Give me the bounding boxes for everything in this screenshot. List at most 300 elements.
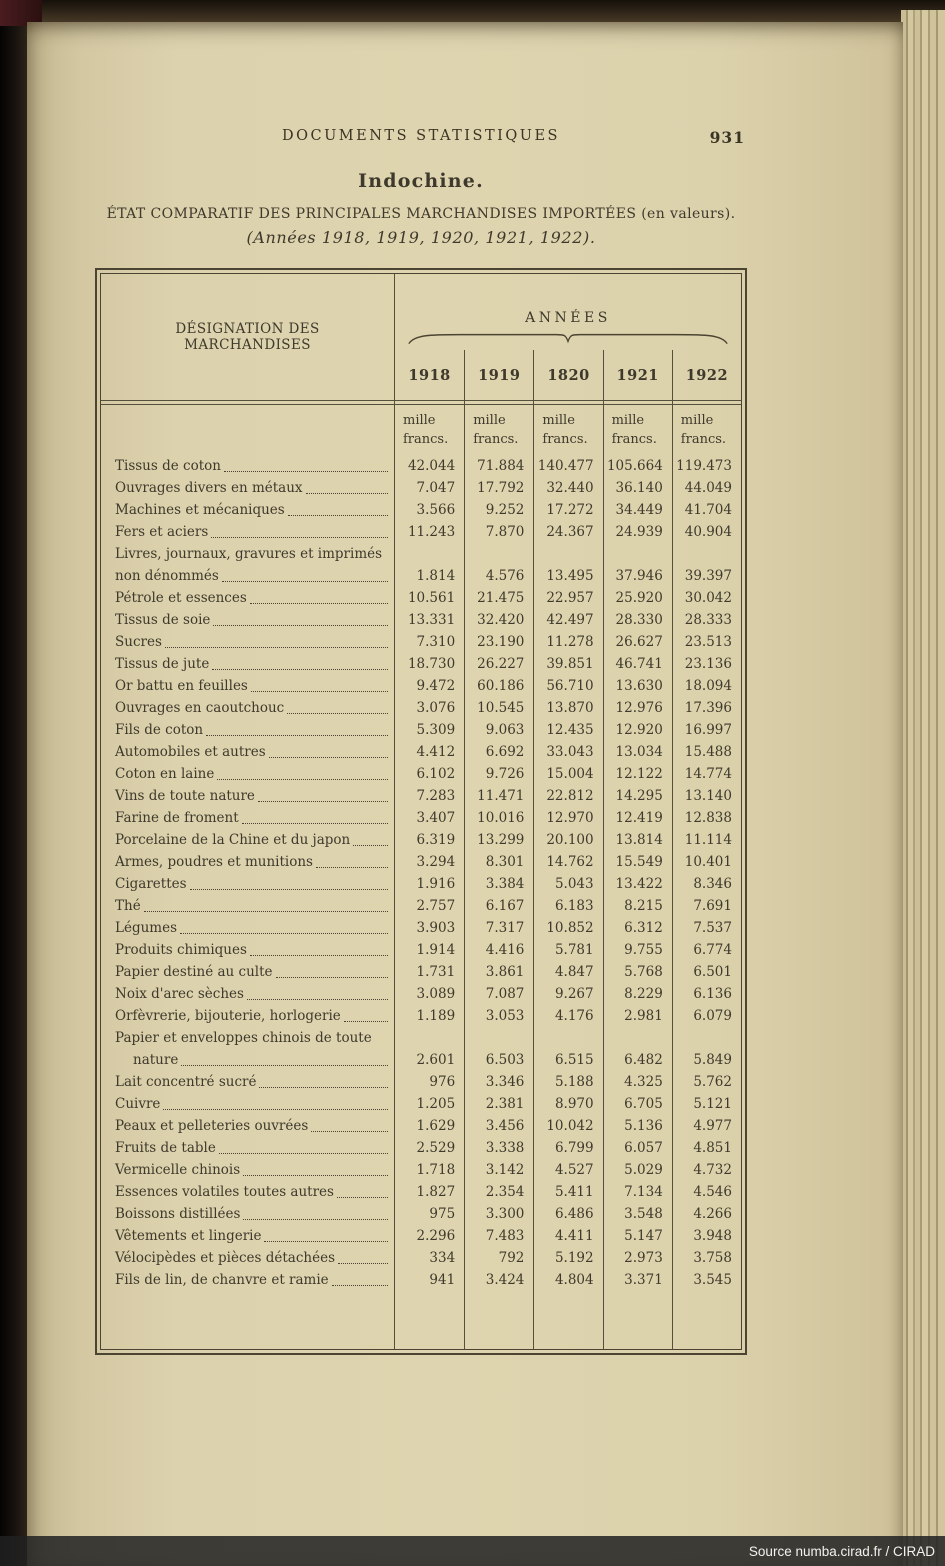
value-cell-1919: 3.861	[464, 961, 533, 983]
table-row	[101, 807, 741, 829]
table-row	[101, 1071, 741, 1093]
value-cell-1922: 4.266	[672, 1203, 741, 1225]
value-cell-1918: 6.102	[416, 766, 456, 782]
book-binding	[0, 0, 27, 1566]
value-cell-1918: 7.283	[416, 788, 456, 804]
value-cell-1920: 14.762	[533, 851, 602, 873]
dot-leader	[144, 895, 388, 912]
table-row	[101, 1225, 741, 1247]
designation-cell	[101, 477, 395, 499]
value-cell-1919: 11.471	[464, 785, 533, 807]
dot-leader	[259, 1071, 388, 1088]
value-cell-1920: 6.799	[533, 1137, 602, 1159]
table-row	[101, 1269, 741, 1291]
value-cell-1918: 1.629	[416, 1118, 456, 1134]
table-row	[101, 1115, 741, 1137]
dot-leader	[212, 653, 388, 670]
value-cell-1921: 12.122	[603, 763, 672, 785]
dot-leader	[243, 1159, 388, 1176]
value-cell-1920: 10.042	[533, 1115, 602, 1137]
value-cell-1918: 3.407	[416, 810, 456, 826]
value-cell-1922: 7.691	[672, 895, 741, 917]
value-cell-1922: 28.333	[672, 609, 741, 631]
value-cell-1922: 6.774	[672, 939, 741, 961]
value-cell-1920: 17.272	[533, 499, 602, 521]
table-row	[101, 1203, 741, 1225]
value-cell-1919: 3.456	[464, 1115, 533, 1137]
designation-label: Fils de coton	[115, 722, 204, 738]
value-cell-1921: 8.229	[603, 983, 672, 1005]
value-cell-1922: 3.948	[672, 1225, 741, 1247]
value-cell-1919: 7.317	[464, 917, 533, 939]
dot-leader	[316, 851, 388, 868]
value-cell-1920: 12.970	[533, 807, 602, 829]
designation-label: Tissus de coton	[115, 458, 221, 474]
value-cell-1919: 32.420	[464, 609, 533, 631]
value-cell-1919: 4.416	[464, 939, 533, 961]
value-cell-1920: 6.486	[533, 1203, 602, 1225]
value-cell-1919: 2.381	[464, 1093, 533, 1115]
dot-leader	[224, 455, 388, 472]
value-cell-1920: 6.183	[533, 895, 602, 917]
value-cell-1919: 3.338	[464, 1137, 533, 1159]
value-cell-1922: 44.049	[672, 477, 741, 499]
value-cell-1921: 13.814	[603, 829, 672, 851]
table-row	[101, 631, 741, 653]
designation-cell	[101, 961, 395, 983]
value-cell-1922: 10.401	[672, 851, 741, 873]
designation-cell	[101, 1115, 395, 1137]
value-cell-1920: 5.192	[533, 1247, 602, 1269]
value-cell-1921: 12.976	[603, 697, 672, 719]
value-cell-1921: 13.422	[603, 873, 672, 895]
value-cell-1922: 6.501	[672, 961, 741, 983]
designation-label: Tissus de jute	[115, 656, 210, 672]
value-cell-1919: 2.354	[464, 1181, 533, 1203]
designation-header: DÉSIGNATION DES MARCHANDISES	[101, 274, 395, 400]
designation-label: Boissons distillées	[115, 1206, 241, 1222]
value-cell-1921: 15.549	[603, 851, 672, 873]
table-bottom-filler	[101, 1291, 741, 1349]
value-cell-1922: 4.732	[672, 1159, 741, 1181]
table-row	[101, 763, 741, 785]
table-row	[101, 477, 741, 499]
value-cell-1922: 4.546	[672, 1181, 741, 1203]
unit-cell: mille francs.	[464, 405, 533, 455]
designation-label: Peaux et pelleteries ouvrées	[115, 1118, 309, 1134]
designation-cell	[101, 785, 395, 807]
table-row	[101, 1005, 741, 1027]
value-cell-1922: 5.762	[672, 1071, 741, 1093]
value-cell-1922: 23.513	[672, 631, 741, 653]
value-cell-1922: 23.136	[672, 653, 741, 675]
table-row	[101, 961, 741, 983]
value-cell-1919: 9.726	[464, 763, 533, 785]
value-cell-1921: 6.482	[603, 1027, 672, 1071]
designation-label: Coton en laine	[115, 766, 215, 782]
value-cell-1919: 23.190	[464, 631, 533, 653]
value-cell-1918: 3.294	[416, 854, 456, 870]
dot-leader	[258, 785, 388, 802]
designation-label: Fruits de table	[115, 1140, 216, 1156]
designation-label: Farine de froment	[115, 810, 239, 826]
designation-cell	[101, 1203, 395, 1225]
designation-cell	[101, 829, 395, 851]
year-column-1922: 1922	[672, 350, 741, 400]
designation-label: Ouvrages en caoutchouc	[115, 700, 285, 716]
designation-cell	[101, 455, 395, 477]
value-cell-1918: 3.089	[416, 986, 456, 1002]
value-cell-1922: 40.904	[672, 521, 741, 543]
table-row	[101, 697, 741, 719]
designation-label: Or battu en feuilles	[115, 678, 248, 694]
designation-cell	[101, 697, 395, 719]
value-cell-1920: 11.278	[533, 631, 602, 653]
value-cell-1921: 6.057	[603, 1137, 672, 1159]
value-cell-1918: 3.903	[416, 920, 456, 936]
value-cell-1921: 36.140	[603, 477, 672, 499]
designation-cell	[101, 851, 395, 873]
designation-label: Porcelaine de la Chine et du japon	[115, 832, 351, 848]
value-cell-1922: 39.397	[672, 543, 741, 587]
table-row	[101, 983, 741, 1005]
table-row	[101, 1159, 741, 1181]
value-cell-1920: 22.812	[533, 785, 602, 807]
value-cell-1919: 21.475	[464, 587, 533, 609]
value-cell-1921: 2.981	[603, 1005, 672, 1027]
dot-leader	[219, 1137, 388, 1154]
designation-cell	[101, 741, 395, 763]
dot-leader	[344, 1005, 388, 1022]
value-cell-1920: 4.176	[533, 1005, 602, 1027]
years-header: ANNÉES	[525, 310, 611, 326]
value-cell-1920: 9.267	[533, 983, 602, 1005]
table-row	[101, 543, 741, 587]
dot-leader	[165, 631, 388, 648]
value-cell-1920: 8.970	[533, 1093, 602, 1115]
value-cell-1918: 3.566	[416, 502, 456, 518]
value-cell-1918: 9.472	[416, 678, 456, 694]
dot-leader	[242, 807, 388, 824]
value-cell-1918: 2.601	[416, 1052, 456, 1068]
designation-cell	[101, 1225, 395, 1247]
table-row	[101, 1247, 741, 1269]
value-cell-1919: 9.063	[464, 719, 533, 741]
designation-cell	[101, 521, 395, 543]
designation-cell	[101, 807, 395, 829]
dot-leader	[163, 1093, 388, 1110]
dot-leader	[332, 1269, 388, 1286]
value-cell-1918: 941	[429, 1272, 456, 1288]
value-cell-1919: 8.301	[464, 851, 533, 873]
dot-leader	[180, 917, 388, 934]
value-cell-1920: 6.515	[533, 1027, 602, 1071]
value-cell-1922: 3.545	[672, 1269, 741, 1291]
value-cell-1919: 3.053	[464, 1005, 533, 1027]
value-cell-1920: 22.957	[533, 587, 602, 609]
value-cell-1920: 13.870	[533, 697, 602, 719]
designation-label: Papier destiné au culte	[115, 964, 273, 980]
designation-label: Pétrole et essences	[115, 590, 247, 606]
value-cell-1921: 25.920	[603, 587, 672, 609]
dot-leader	[264, 1225, 388, 1242]
value-cell-1922: 5.121	[672, 1093, 741, 1115]
table-row	[101, 653, 741, 675]
value-cell-1920: 24.367	[533, 521, 602, 543]
value-cell-1920: 15.004	[533, 763, 602, 785]
designation-cell	[101, 939, 395, 961]
year-column-1918: 1918	[408, 366, 451, 384]
value-cell-1921: 13.630	[603, 675, 672, 697]
dot-leader	[250, 939, 388, 956]
designation-label: Fils de lin, de chanvre et ramie	[115, 1272, 329, 1288]
value-cell-1919: 7.483	[464, 1225, 533, 1247]
value-cell-1919: 6.692	[464, 741, 533, 763]
value-cell-1919: 792	[464, 1247, 533, 1269]
designation-label: Vermicelle chinois	[115, 1162, 241, 1178]
value-cell-1921: 12.419	[603, 807, 672, 829]
value-cell-1922: 6.079	[672, 1005, 741, 1027]
value-cell-1920: 4.847	[533, 961, 602, 983]
value-cell-1922: 14.774	[672, 763, 741, 785]
value-cell-1921: 6.705	[603, 1093, 672, 1115]
value-cell-1919: 3.384	[464, 873, 533, 895]
table-row	[101, 499, 741, 521]
designation-label: Ouvrages divers en métaux	[115, 480, 303, 496]
value-cell-1918: 1.731	[416, 964, 456, 980]
value-cell-1919: 71.884	[464, 455, 533, 477]
dot-leader	[337, 1181, 388, 1198]
value-cell-1920: 42.497	[533, 609, 602, 631]
dot-leader	[213, 609, 388, 626]
value-cell-1919: 13.299	[464, 829, 533, 851]
brace-icon	[405, 330, 731, 346]
value-cell-1920: 10.852	[533, 917, 602, 939]
designation-label: Papier et enveloppes chinois de toute	[115, 1030, 372, 1046]
value-cell-1922: 119.473	[672, 455, 741, 477]
designation-label: Tissus de soie	[115, 612, 211, 628]
page-stack-edge	[901, 10, 945, 1566]
value-cell-1921: 2.973	[603, 1247, 672, 1269]
dot-leader	[276, 961, 388, 978]
value-cell-1921: 9.755	[603, 939, 672, 961]
value-cell-1918: 975	[429, 1206, 456, 1222]
dot-leader	[311, 1115, 388, 1132]
value-cell-1921: 5.768	[603, 961, 672, 983]
dot-leader	[211, 521, 388, 538]
value-cell-1919: 6.167	[464, 895, 533, 917]
table-row	[101, 1093, 741, 1115]
designation-cell	[101, 675, 395, 697]
table-row	[101, 587, 741, 609]
designation-label: Cuivre	[115, 1096, 161, 1112]
value-cell-1920: 56.710	[533, 675, 602, 697]
year-column-1921: 1921	[603, 350, 672, 400]
value-cell-1920: 5.043	[533, 873, 602, 895]
value-cell-1918: 42.044	[407, 458, 456, 474]
document-subtitle-years: (Années 1918, 1919, 1920, 1921, 1922).	[246, 228, 596, 247]
value-cell-1918: 6.319	[416, 832, 456, 848]
table-row	[101, 829, 741, 851]
table-row	[101, 851, 741, 873]
designation-label: Armes, poudres et munitions	[115, 854, 313, 870]
designation-cell	[101, 983, 395, 1005]
table-row	[101, 1137, 741, 1159]
value-cell-1918: 334	[429, 1250, 456, 1266]
value-cell-1922: 3.758	[672, 1247, 741, 1269]
designation-cell	[101, 1181, 395, 1203]
value-cell-1918: 10.561	[407, 590, 456, 606]
table-row	[101, 873, 741, 895]
value-cell-1918: 1.914	[416, 942, 456, 958]
value-cell-1921: 5.136	[603, 1115, 672, 1137]
dot-leader	[306, 477, 388, 494]
value-cell-1920: 5.411	[533, 1181, 602, 1203]
designation-cell	[101, 895, 395, 917]
table-row	[101, 675, 741, 697]
designation-label: Vélocipèdes et pièces détachées	[115, 1250, 335, 1266]
value-cell-1922: 8.346	[672, 873, 741, 895]
value-cell-1921: 37.946	[603, 543, 672, 587]
value-cell-1921: 3.371	[603, 1269, 672, 1291]
value-cell-1920: 4.804	[533, 1269, 602, 1291]
dot-leader	[251, 675, 388, 692]
value-cell-1918: 1.189	[416, 1008, 456, 1024]
value-cell-1922: 30.042	[672, 587, 741, 609]
value-cell-1921: 46.741	[603, 653, 672, 675]
designation-label: Sucres	[115, 634, 162, 650]
value-cell-1918: 1.827	[416, 1184, 456, 1200]
value-cell-1921: 14.295	[603, 785, 672, 807]
table-row	[101, 785, 741, 807]
value-cell-1919: 3.424	[464, 1269, 533, 1291]
page-number: 931	[709, 128, 745, 147]
table-row	[101, 917, 741, 939]
value-cell-1918: 2.757	[416, 898, 456, 914]
scanned-page	[27, 22, 903, 1566]
designation-cell	[101, 543, 395, 587]
value-cell-1920: 33.043	[533, 741, 602, 763]
value-cell-1922: 12.838	[672, 807, 741, 829]
statistics-table	[95, 268, 747, 1355]
dot-leader	[217, 763, 388, 780]
table-row	[101, 609, 741, 631]
designation-label: Orfèvrerie, bijouterie, horlogerie	[115, 1008, 341, 1024]
designation-cell	[101, 719, 395, 741]
value-cell-1920: 12.435	[533, 719, 602, 741]
designation-cell	[101, 631, 395, 653]
designation-label: Légumes	[115, 920, 178, 936]
dot-leader	[338, 1247, 388, 1264]
units-row	[101, 405, 741, 455]
value-cell-1921: 4.325	[603, 1071, 672, 1093]
table-row	[101, 1027, 741, 1071]
brace-rule	[395, 328, 741, 350]
value-cell-1922: 11.114	[672, 829, 741, 851]
value-cell-1918: 2.529	[416, 1140, 456, 1156]
value-cell-1921: 3.548	[603, 1203, 672, 1225]
value-cell-1921: 7.134	[603, 1181, 672, 1203]
value-cell-1918: 1.814	[416, 568, 456, 584]
value-cell-1922: 5.849	[672, 1027, 741, 1071]
dot-leader	[287, 697, 388, 714]
dot-leader	[269, 741, 388, 758]
unit-cell: mille francs.	[603, 405, 672, 455]
value-cell-1918: 1.916	[416, 876, 456, 892]
value-cell-1919: 7.870	[464, 521, 533, 543]
value-cell-1921: 8.215	[603, 895, 672, 917]
value-cell-1918: 976	[429, 1074, 456, 1090]
value-cell-1922: 18.094	[672, 675, 741, 697]
value-cell-1919: 7.087	[464, 983, 533, 1005]
value-cell-1919: 60.186	[464, 675, 533, 697]
value-cell-1920: 5.781	[533, 939, 602, 961]
year-column-1919: 1919	[464, 350, 533, 400]
page-content	[95, 22, 747, 1355]
statistics-table-inner	[100, 273, 742, 1350]
value-cell-1919: 3.300	[464, 1203, 533, 1225]
designation-cell	[101, 917, 395, 939]
value-cell-1919: 4.576	[464, 543, 533, 587]
table-row	[101, 895, 741, 917]
value-cell-1919: 3.142	[464, 1159, 533, 1181]
designation-label: Essences volatiles toutes autres	[115, 1184, 334, 1200]
dot-leader	[206, 719, 388, 736]
source-attribution-bar	[0, 1536, 945, 1566]
designation-label: Automobiles et autres	[115, 744, 266, 760]
value-cell-1922: 16.997	[672, 719, 741, 741]
value-cell-1922: 41.704	[672, 499, 741, 521]
designation-label: Thé	[115, 898, 141, 914]
value-cell-1918: 13.331	[407, 612, 456, 628]
dot-leader	[190, 873, 388, 890]
units-designation-spacer	[101, 405, 395, 455]
designation-cell	[101, 1005, 395, 1027]
value-cell-1922: 4.977	[672, 1115, 741, 1137]
value-cell-1918: 5.309	[416, 722, 456, 738]
table-row	[101, 455, 741, 477]
running-head-title: DOCUMENTS STATISTIQUES	[281, 128, 560, 144]
table-row	[101, 719, 741, 741]
table-row	[101, 521, 741, 543]
value-cell-1918: 7.310	[416, 634, 456, 650]
value-cell-1920: 4.411	[533, 1225, 602, 1247]
designation-cell	[101, 873, 395, 895]
dot-leader	[243, 1203, 388, 1220]
dot-leader	[250, 587, 388, 604]
value-cell-1921: 13.034	[603, 741, 672, 763]
designation-cell	[101, 1269, 395, 1291]
dot-leader	[288, 499, 388, 516]
year-column-1920: 1820	[533, 350, 602, 400]
value-cell-1920: 5.188	[533, 1071, 602, 1093]
unit-cell: mille francs.	[672, 405, 741, 455]
table-header	[101, 274, 741, 400]
value-cell-1918: 7.047	[416, 480, 456, 496]
document-title: Indochine.	[358, 170, 484, 192]
designation-label: Livres, journaux, gravures et imprimés	[115, 546, 383, 562]
designation-label: Lait concentré sucré	[115, 1074, 257, 1090]
designation-label-line2: nature	[133, 1052, 179, 1068]
designation-label: Vins de toute nature	[115, 788, 255, 804]
value-cell-1920: 140.477	[533, 455, 602, 477]
dot-leader	[353, 829, 388, 846]
designation-label-line2: non dénommés	[115, 568, 219, 584]
designation-label: Machines et mécaniques	[115, 502, 285, 518]
value-cell-1918: 1.718	[416, 1162, 456, 1178]
table-body	[101, 455, 741, 1291]
designation-label: Vêtements et lingerie	[115, 1228, 262, 1244]
